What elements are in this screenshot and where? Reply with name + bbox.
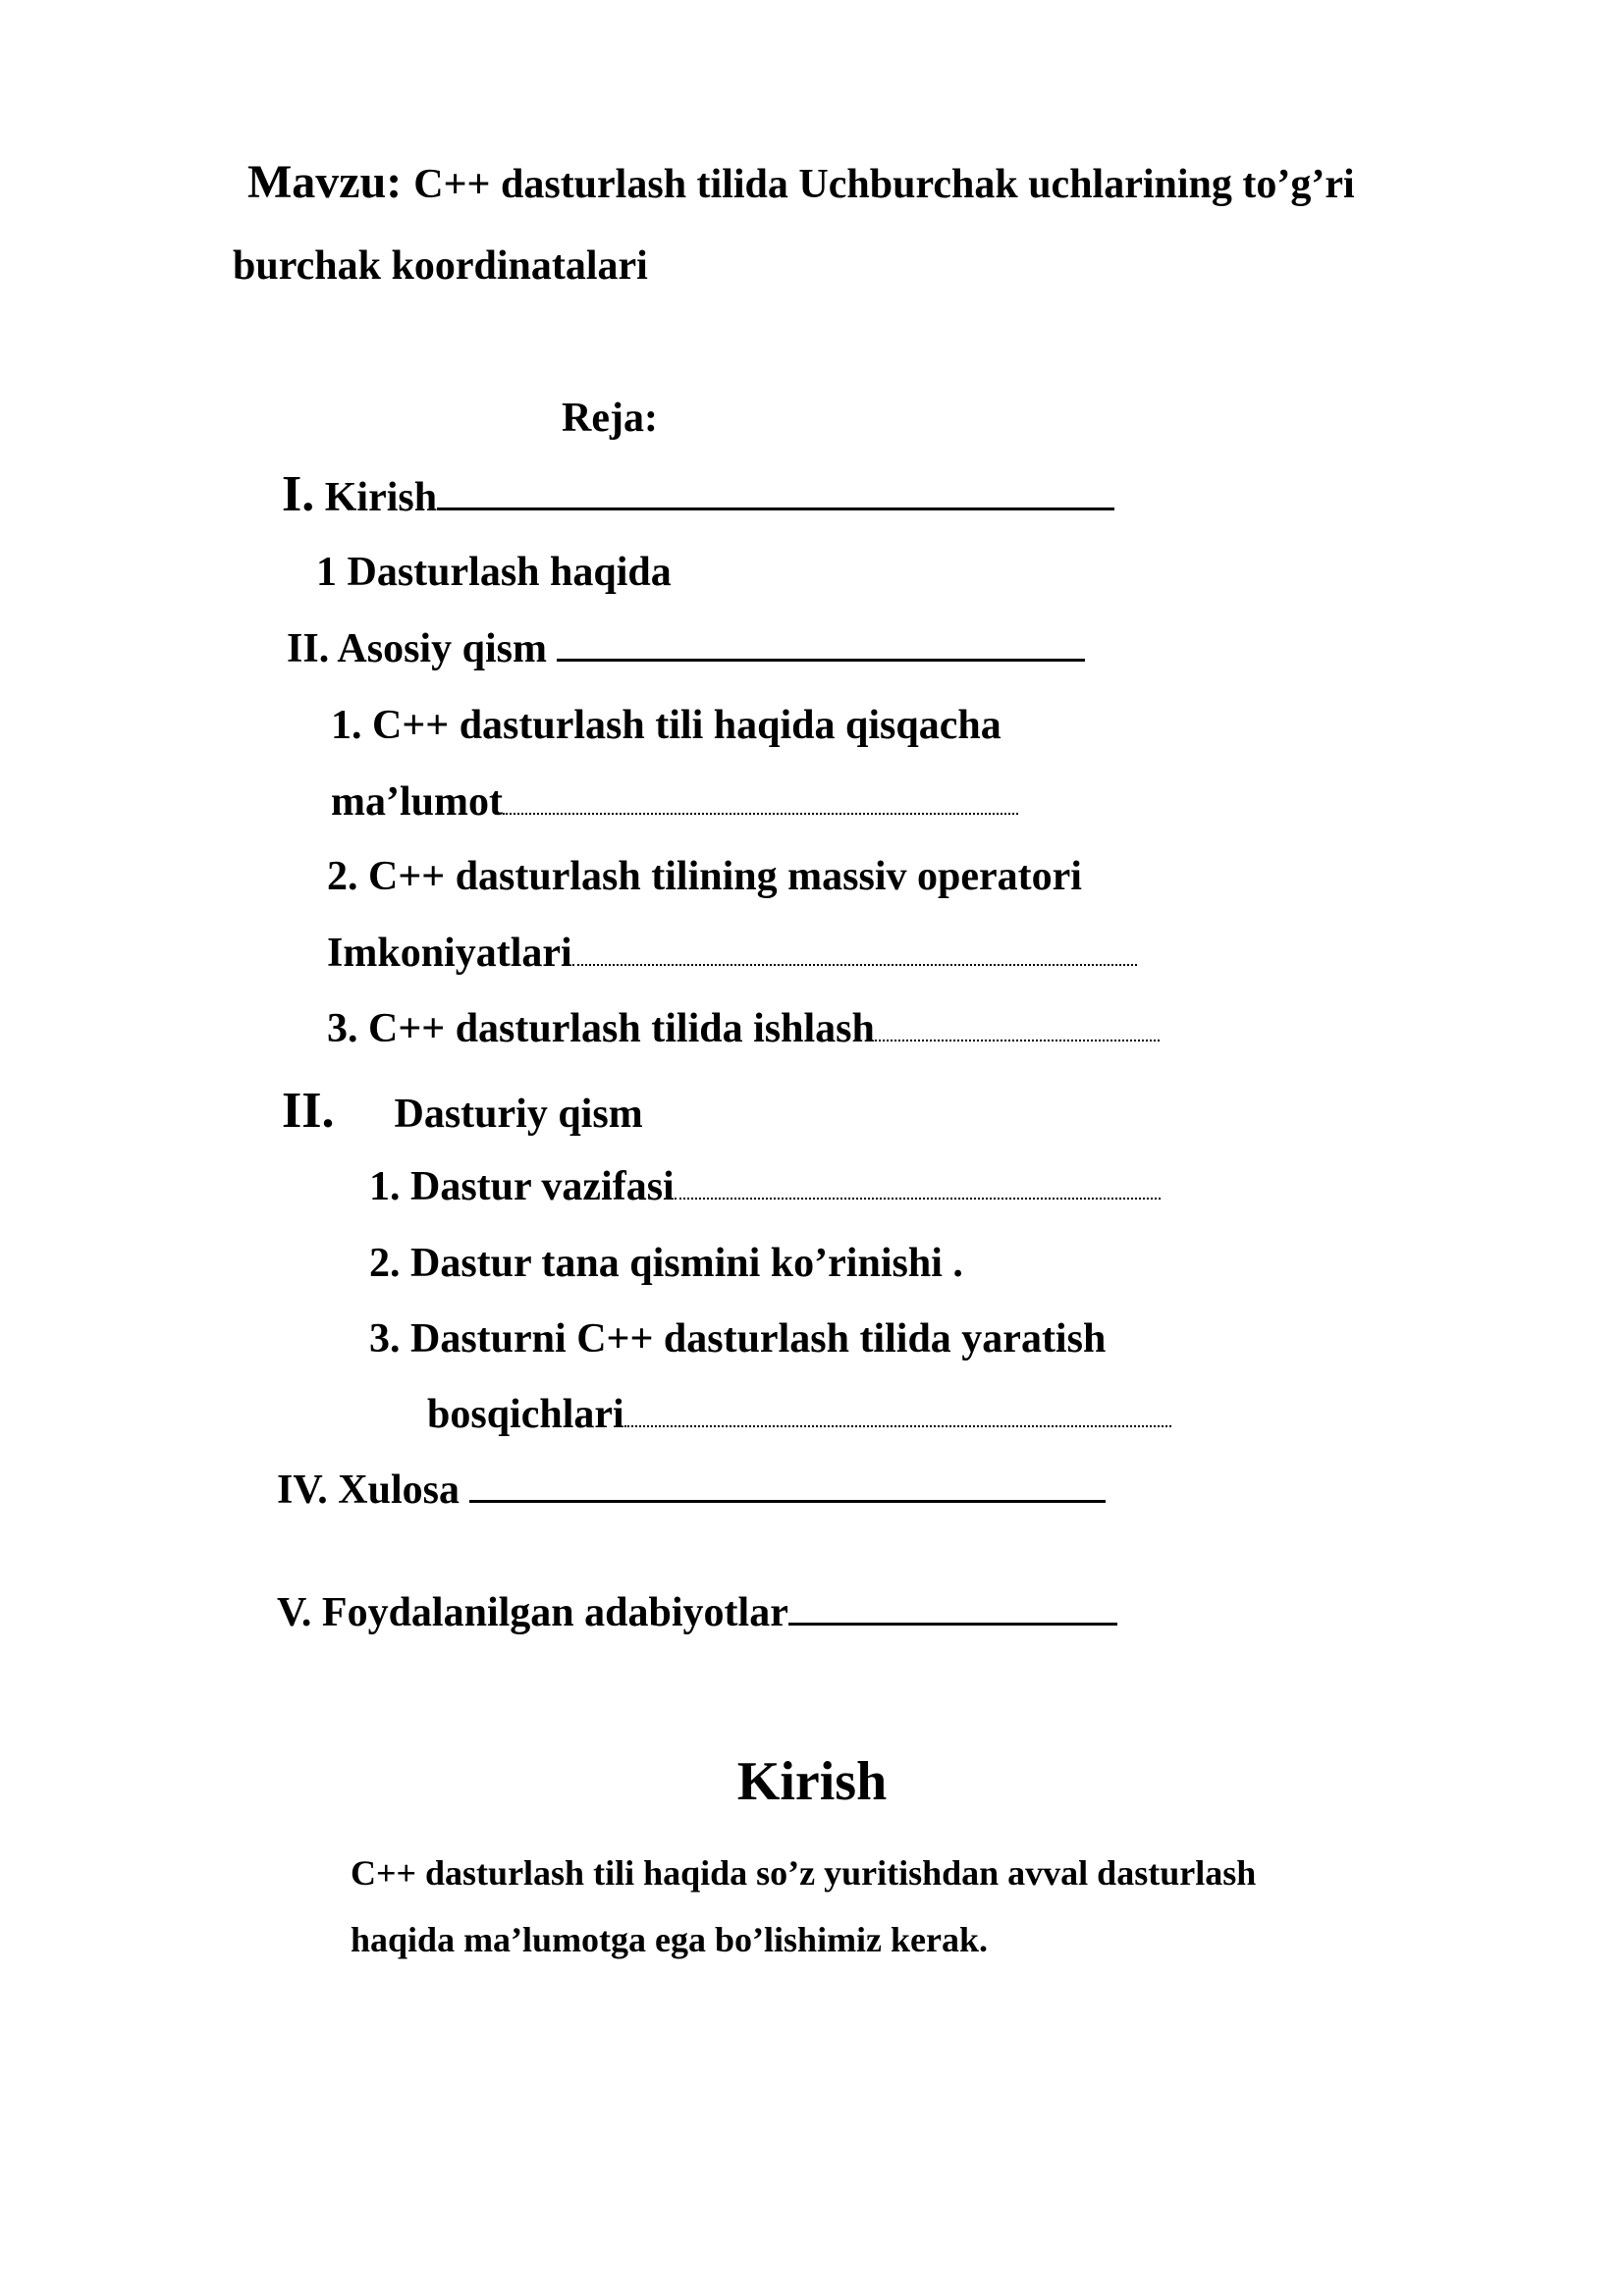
plan-item-text: Kirish [324, 475, 438, 520]
fill-dots [624, 1425, 1171, 1427]
plan-item-text: C++ dasturlash tilining massiv operatori [368, 854, 1082, 899]
plan-heading: Reja: [562, 396, 658, 441]
plan-item-number: V. [277, 1590, 312, 1635]
plan-item-text: Dasturni C++ dasturlash tilida yaratish [410, 1316, 1107, 1362]
plan-item-main-part [287, 628, 1085, 669]
topic-label: Mavzu: [247, 156, 403, 208]
plan-item-cpp-brief [331, 705, 1001, 746]
plan-item-about-programming [316, 552, 672, 593]
plan-item-number: 2. [369, 1241, 401, 1286]
plan-item-text: Xulosa [338, 1468, 460, 1513]
plan-item-text: Dasturlash haqida [347, 550, 672, 595]
plan-item-number: 1. [331, 703, 362, 748]
plan-item-cpp-working [327, 1008, 1160, 1049]
plan-item-program-body [369, 1243, 963, 1284]
section-paragraph-line-2: haqida ma’lumotga ega bo’lishimiz kerak. [351, 1920, 989, 1959]
plan-item-number: 3. [327, 1006, 358, 1051]
fill-dots [572, 964, 1137, 966]
plan-item-cpp-brief-cont [331, 781, 1018, 823]
plan-item-number: 1. [369, 1164, 401, 1209]
plan-item-text: Asosiy qism [337, 626, 547, 671]
plan-item-text: C++ dasturlash tilida ishlash [368, 1006, 875, 1051]
plan-item-text: Dasturiy qism [394, 1092, 643, 1137]
plan-item-number: IV. [277, 1468, 328, 1513]
plan-item-conclusion [277, 1469, 1106, 1511]
topic-title-line-2: burchak koordinatalari [233, 243, 648, 289]
topic-title-line-1: C++ dasturlash tilida Uchburchak uchlarining to’g’ri [413, 162, 1355, 207]
fill-underline [788, 1623, 1117, 1626]
plan-item-program-create [369, 1318, 1106, 1360]
plan-item-program-create-cont [427, 1394, 1171, 1435]
plan-item-number: II. [287, 626, 330, 671]
plan-item-number: II. [282, 1083, 335, 1139]
fill-dots [503, 813, 1018, 815]
plan-item-text: Foydalanilgan adabiyotlar [321, 1590, 788, 1635]
plan-item-number: 1 [316, 550, 337, 595]
plan-item-text: Dastur tana qismini ko’rinishi . [410, 1241, 963, 1286]
plan-item-cpp-array-cont [327, 933, 1137, 974]
plan-item-program-task [369, 1166, 1161, 1207]
plan-item-text-cont: ma’lumot [331, 779, 503, 825]
topic-line-1 [247, 156, 1355, 208]
plan-item-number: I. [282, 466, 315, 522]
plan-item-text: Dastur vazifasi [410, 1164, 675, 1209]
plan-item-text-cont: Imkoniyatlari [327, 931, 572, 976]
plan-item-references [277, 1592, 1117, 1633]
plan-item-text: C++ dasturlash tili haqida qisqacha [372, 703, 1001, 748]
plan-item-number: 3. [369, 1316, 401, 1362]
plan-item-text-cont: bosqichlari [427, 1392, 624, 1437]
plan-item-program-part [282, 1083, 643, 1139]
fill-underline [469, 1500, 1106, 1503]
section-heading: Kirish [736, 1751, 888, 1812]
section-paragraph-line-1: C++ dasturlash tili haqida so’z yuritishdan avval dasturlash [351, 1853, 1257, 1893]
fill-dots [875, 1040, 1160, 1041]
plan-item-number: 2. [327, 854, 358, 899]
fill-underline [557, 659, 1085, 662]
fill-dots [675, 1198, 1161, 1200]
fill-underline [437, 507, 1114, 510]
plan-item-cpp-array [327, 856, 1082, 897]
plan-item-intro [282, 466, 1114, 522]
